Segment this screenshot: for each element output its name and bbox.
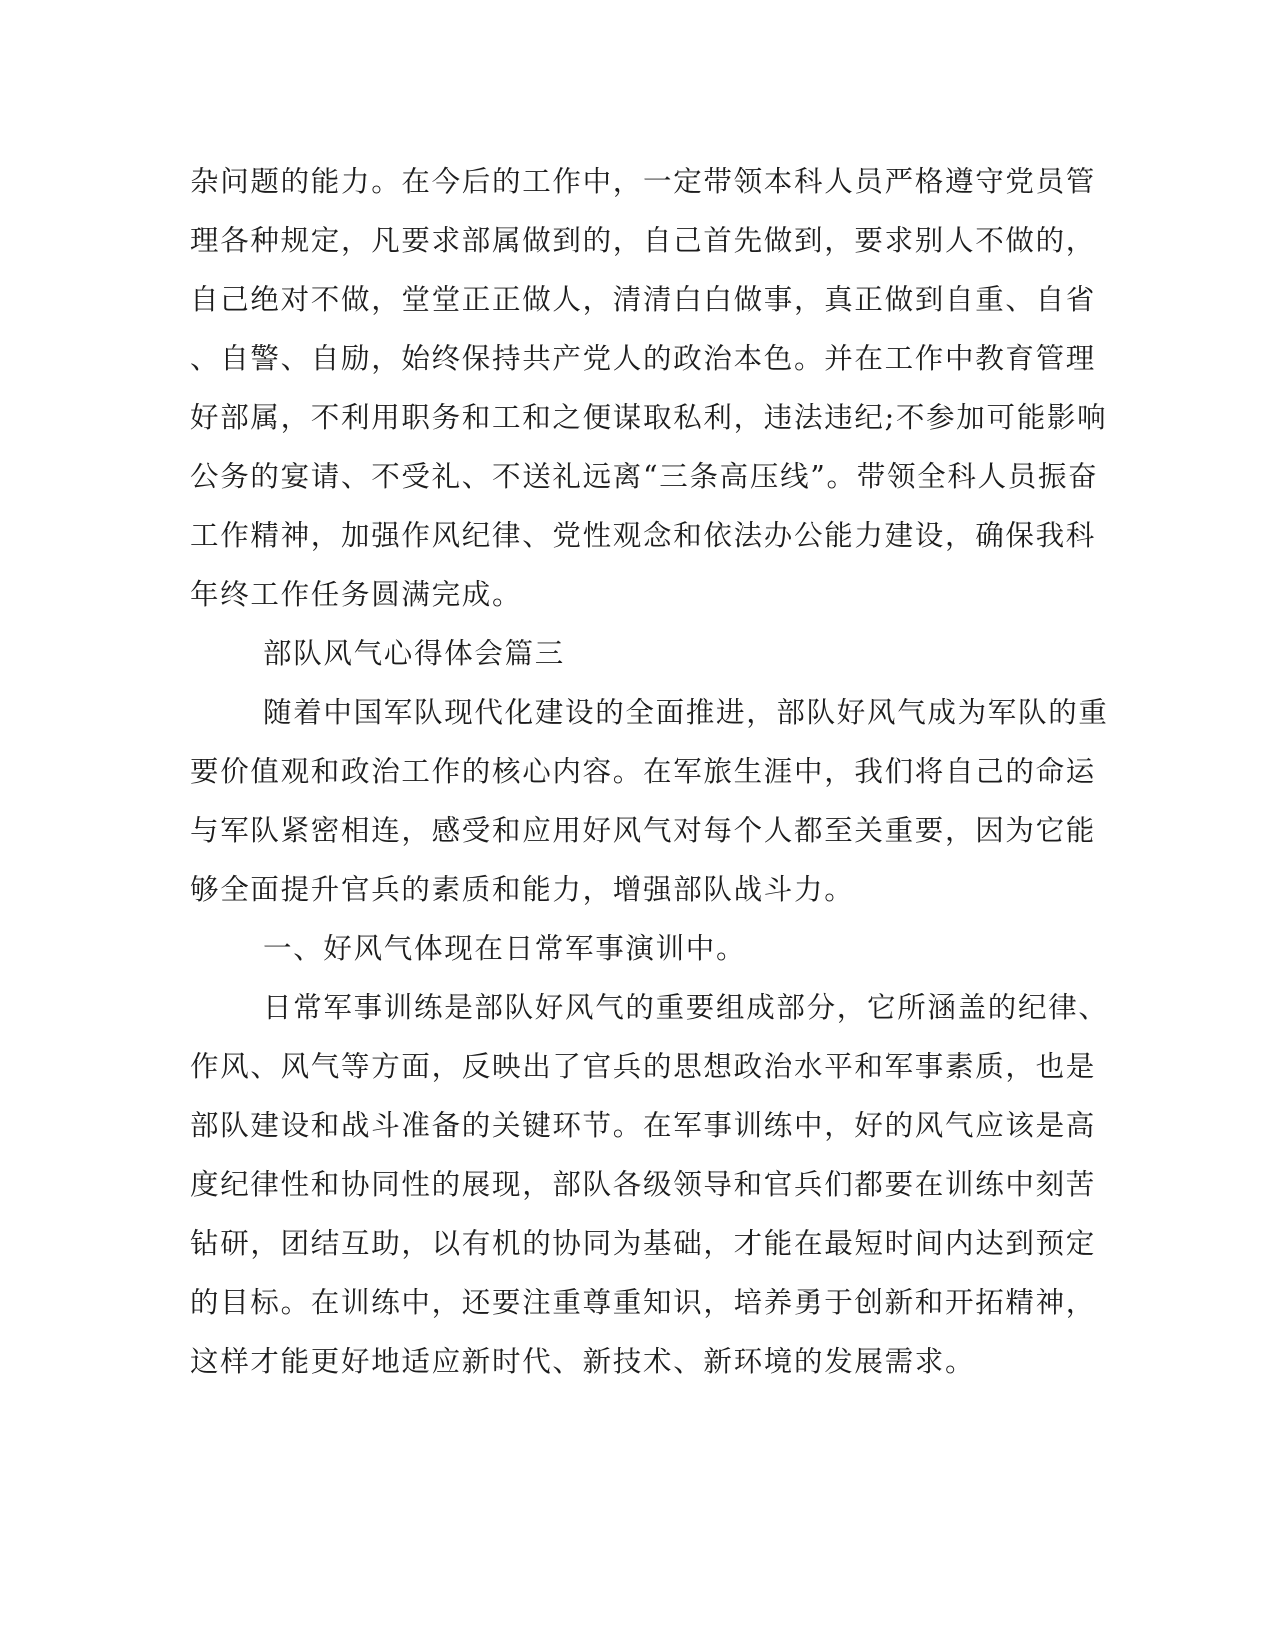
paragraph-line: 钻研，团结互助，以有机的协同为基础，才能在最短时间内达到预定	[190, 1227, 1097, 1260]
section-heading: 部队风气心得体会篇三	[263, 637, 566, 670]
paragraph-line: 够全面提升官兵的素质和能力，增强部队战斗力。	[190, 873, 855, 906]
paragraph-line: 工作精神，加强作风纪律、党性观念和依法办公能力建设，确保我科	[190, 519, 1097, 552]
paragraph-line: 、自警、自励，始终保持共产党人的政治本色。并在工作中教育管理	[190, 342, 1097, 375]
paragraph-line: 随着中国军队现代化建设的全面推进，部队好风气成为军队的重	[263, 696, 1109, 729]
paragraph-line: 理各种规定，凡要求部属做到的，自己首先做到，要求别人不做的，	[190, 224, 1097, 257]
paragraph-line: 日常军事训练是部队好风气的重要组成部分，它所涵盖的纪律、	[263, 991, 1109, 1024]
paragraph-line: 部队建设和战斗准备的关键环节。在军事训练中，好的风气应该是高	[190, 1109, 1097, 1142]
paragraph-line: 这样才能更好地适应新时代、新技术、新环境的发展需求。	[190, 1345, 976, 1378]
paragraph-line: 年终工作任务圆满完成。	[190, 578, 523, 611]
paragraph-line: 度纪律性和协同性的展现，部队各级领导和官兵们都要在训练中刻苦	[190, 1168, 1097, 1201]
paragraph-line: 杂问题的能力。在今后的工作中，一定带领本科人员严格遵守党员管	[190, 165, 1097, 198]
paragraph-line: 与军队紧密相连，感受和应用好风气对每个人都至关重要，因为它能	[190, 814, 1097, 847]
paragraph-line: 好部属，不利用职务和工和之便谋取私利，违法违纪;不参加可能影响	[190, 401, 1108, 434]
paragraph-line: 公务的宴请、不受礼、不送礼远离“三条高压线”。带领全科人员振奋	[190, 460, 1099, 493]
paragraph-line: 的目标。在训练中，还要注重尊重知识，培养勇于创新和开拓精神，	[190, 1286, 1097, 1319]
paragraph-line: 自己绝对不做，堂堂正正做人，清清白白做事，真正做到自重、自省	[190, 283, 1097, 316]
subsection-heading: 一、好风气体现在日常军事演训中。	[263, 932, 747, 965]
paragraph-line: 要价值观和政治工作的核心内容。在军旅生涯中，我们将自己的命运	[190, 755, 1097, 788]
paragraph-line: 作风、风气等方面，反映出了官兵的思想政治水平和军事素质，也是	[190, 1050, 1097, 1083]
